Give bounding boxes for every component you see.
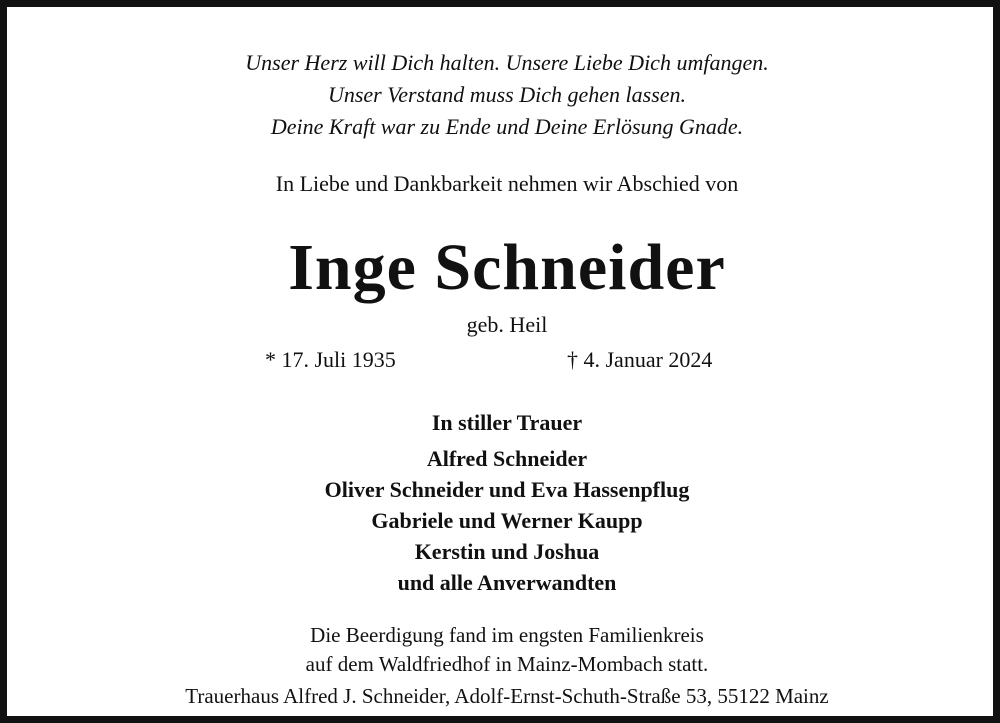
poem-line-1: Unser Herz will Dich halten. Unsere Liebe Dich umfangen. bbox=[245, 50, 769, 75]
burial-note-line-1: Die Beerdigung fand im engsten Familienkreis bbox=[310, 623, 704, 647]
funeral-home-address: Trauerhaus Alfred J. Schneider, Adolf-Ernst-Schuth-Straße 53, 55122 Mainz bbox=[185, 684, 829, 708]
burial-note-line-2: auf dem Waldfriedhof in Mainz-Mombach statt. bbox=[305, 652, 709, 676]
mourners-heading: In stiller Trauer bbox=[431, 410, 583, 435]
birth-date: * 17. Juli 1935 bbox=[265, 347, 396, 372]
deceased-name: Inge Schneider bbox=[288, 231, 726, 304]
mourner-line: Kerstin und Joshua bbox=[414, 539, 600, 564]
mourner-line: Alfred Schneider bbox=[426, 446, 588, 471]
mourner-line: Oliver Schneider und Eva Hassenpflug bbox=[324, 477, 690, 502]
mourner-line: Gabriele und Werner Kaupp bbox=[371, 508, 643, 533]
mourner-line: und alle Anverwandten bbox=[397, 570, 617, 595]
poem-line-2: Unser Verstand muss Dich gehen lassen. bbox=[327, 82, 687, 107]
farewell-intro: In Liebe und Dankbarkeit nehmen wir Abschied von bbox=[275, 171, 739, 196]
birth-name: geb. Heil bbox=[466, 312, 548, 337]
poem-line-3: Deine Kraft war zu Ende und Deine Erlösung Gnade. bbox=[270, 114, 744, 139]
death-date: † 4. Januar 2024 bbox=[567, 347, 713, 372]
